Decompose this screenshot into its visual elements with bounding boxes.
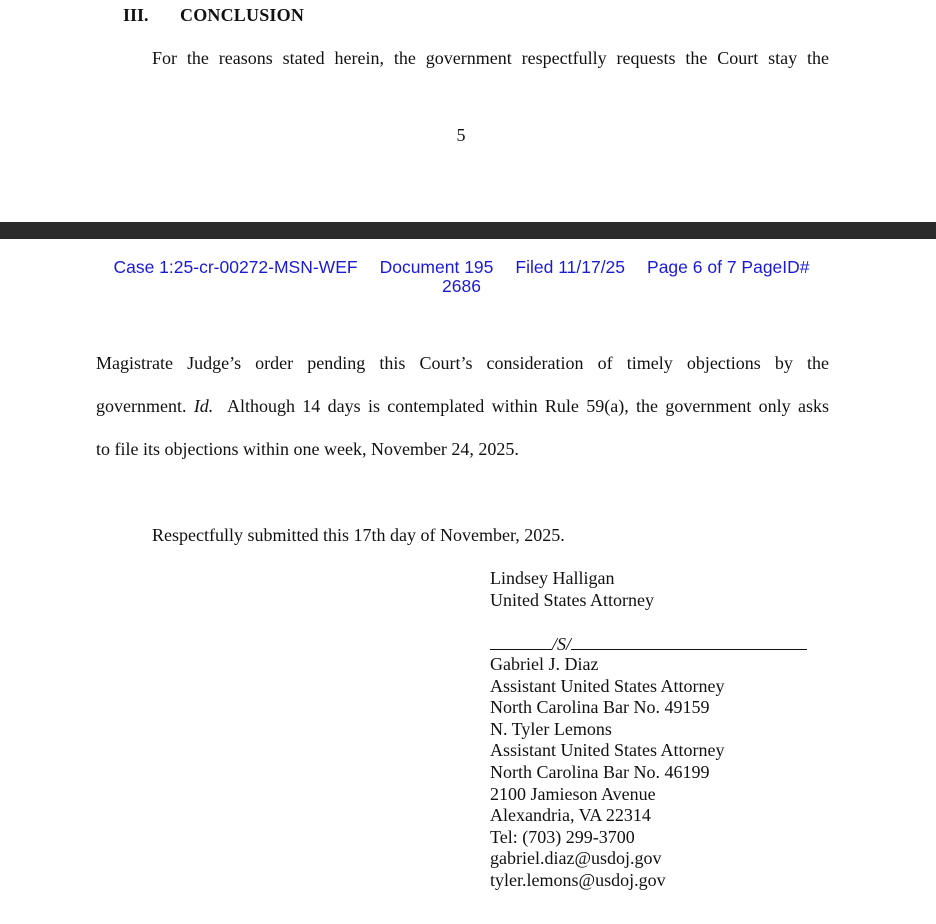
- case-number: Case 1:25-cr-00272-MSN-WEF: [113, 257, 358, 277]
- signer-title: Assistant United States Attorney: [490, 675, 725, 696]
- attorney-name: Lindsey Halligan: [490, 568, 615, 588]
- page-info: Page 6 of 7 PageID#: [647, 257, 810, 277]
- filed-date: Filed 11/17/25: [515, 257, 626, 277]
- attorney-title: United States Attorney: [490, 589, 654, 610]
- telephone: Tel: (703) 299-3700: [490, 826, 635, 847]
- body-line-1: Magistrate Judge’s order pending this Court’s consideration of timely objections by the: [96, 353, 829, 373]
- id-citation: Id.: [193, 396, 214, 416]
- body-line-2-prefix: government.: [96, 396, 194, 416]
- section-title: CONCLUSION: [180, 5, 305, 25]
- submitted-line: Respectfully submitted this 17th day of November, 2025.: [152, 525, 565, 545]
- page-id: 2686: [442, 276, 481, 296]
- address-street: 2100 Jamieson Avenue: [490, 783, 656, 804]
- signature-line: [490, 632, 807, 656]
- signature-details: [490, 654, 724, 892]
- cosigner-name: N. Tyler Lemons: [490, 718, 612, 739]
- page-number: 5: [456, 125, 466, 145]
- signer-bar-number: North Carolina Bar No. 49159: [490, 697, 710, 718]
- signer-name: Gabriel J. Diaz: [490, 654, 599, 674]
- case-header: [40, 258, 883, 296]
- email-lemons: tyler.lemons@usdoj.gov: [490, 869, 666, 890]
- body-line-3: to file its objections within one week, November 24, 2025.: [96, 439, 519, 459]
- conclusion-paragraph-start: For the reasons stated herein, the government respectfully requests the Court stay the: [152, 48, 829, 68]
- cosigner-bar-number: North Carolina Bar No. 46199: [490, 761, 710, 782]
- email-diaz: gabriel.diaz@usdoj.gov: [490, 848, 662, 869]
- body-line-2-rest: Although 14 days is contemplated within Rule 59(a), the government only asks: [213, 396, 829, 416]
- cosigner-title: Assistant United States Attorney: [490, 740, 725, 761]
- signature-mark: /S/: [552, 634, 572, 654]
- page-break-divider: [0, 222, 936, 239]
- document-number: Document 195: [379, 257, 494, 277]
- body-line-2: [96, 396, 829, 417]
- us-attorney-block: [490, 568, 654, 611]
- address-city: Alexandria, VA 22314: [490, 805, 651, 826]
- section-number: III.: [123, 5, 149, 25]
